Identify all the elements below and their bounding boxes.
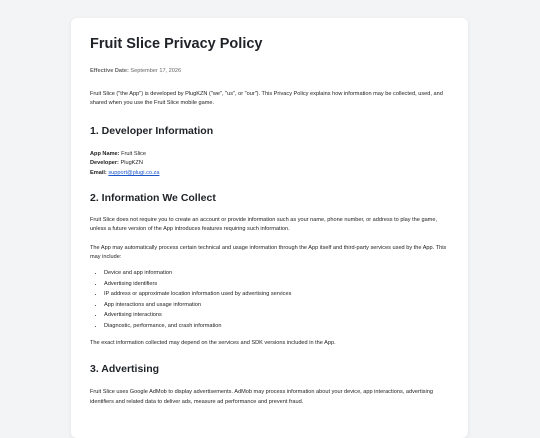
list-item: • Device and app information: [104, 268, 449, 279]
collect-paragraph-1: Fruit Slice does not require you to create an account or provide information such as your name, phone number, or address to play the game, unless a future version of the App introduces features requiring such information.: [90, 216, 438, 233]
app-name-label: App Name:: [90, 150, 120, 157]
collect-paragraph-3: The exact information collected may depend on the services and SDK versions included in the App.: [90, 339, 336, 346]
developer-line: [90, 159, 449, 169]
collected-info-list: [90, 268, 449, 332]
support-email-link[interactable]: support@plugi.co.za: [108, 169, 160, 176]
app-name-line: [90, 150, 449, 160]
email-label: Email:: [90, 169, 107, 176]
section-heading-collect: 2. Information We Collect: [90, 191, 216, 204]
list-item: • App interactions and usage information: [104, 300, 449, 311]
email-line: [90, 169, 449, 179]
list-item: • Advertising interactions: [104, 310, 449, 321]
effective-date-value: September 17, 2026: [130, 68, 182, 74]
advertising-paragraph: Fruit Slice uses Google AdMob to display advertisements. AdMob may process information about your device, app interactions, advertising identifiers and related data to deliver ads, measure ad performance and prevent fraud.: [90, 389, 433, 405]
app-name-value: Fruit Slice: [121, 150, 146, 157]
effective-date-label: Effective Date:: [90, 68, 129, 74]
list-item: • Diagnostic, performance, and crash information: [104, 321, 449, 332]
policy-card: [71, 18, 468, 438]
effective-date: [90, 67, 449, 77]
developer-label: Developer:: [90, 160, 119, 167]
section-heading-developer: 1. Developer Information: [90, 124, 214, 137]
list-item: • Advertising identifiers: [104, 279, 449, 290]
section-heading-advertising: 3. Advertising: [90, 363, 160, 376]
collect-paragraph-2: The App may automatically process certain technical and usage information through the App itself and third-party services used by the App. This may include:: [90, 244, 447, 261]
developer-value: PlugKZN: [120, 160, 143, 167]
list-item: • IP address or approximate location information used by advertising services: [104, 289, 449, 300]
page-title: Fruit Slice Privacy Policy: [90, 36, 263, 52]
intro-paragraph: Fruit Slice ("the App") is developed by PlugKZN ("we", "us", or "our"). This Privacy Policy explains how information may be collected, used, and shared when you use the Fruit Slice mobile game.: [90, 90, 443, 107]
